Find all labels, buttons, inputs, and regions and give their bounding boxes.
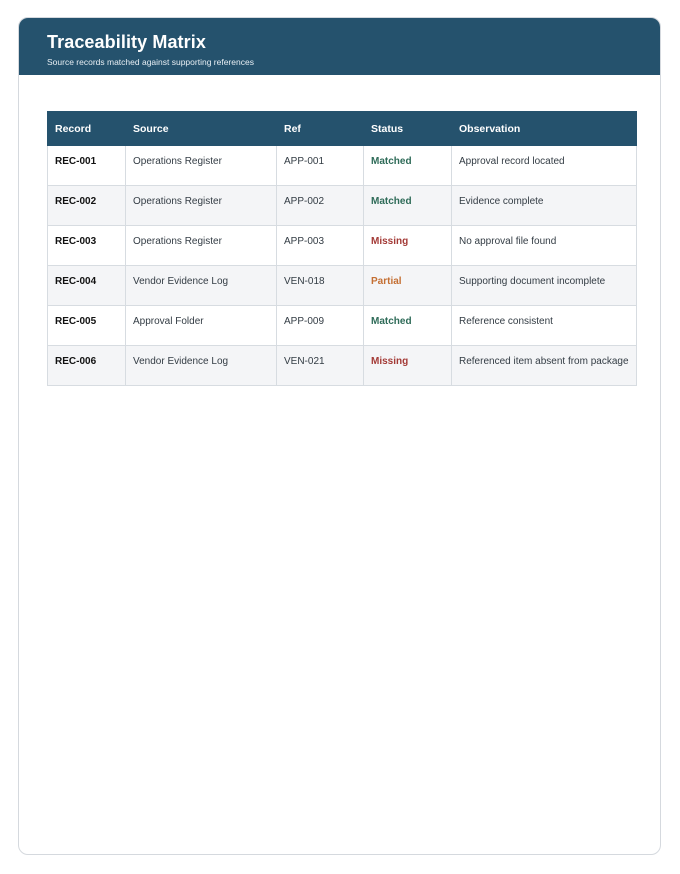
record-cell: REC-002 — [48, 186, 126, 226]
record-cell: REC-006 — [48, 346, 126, 386]
source-cell: Approval Folder — [126, 306, 277, 346]
status-badge: Matched — [371, 316, 412, 327]
column-header-source: Source — [126, 112, 277, 146]
observation-cell: Reference consistent — [452, 306, 637, 346]
table-row — [48, 226, 637, 266]
status-cell — [364, 306, 452, 346]
table-row — [48, 146, 637, 186]
traceability-table — [47, 111, 637, 386]
source-cell: Vendor Evidence Log — [126, 346, 277, 386]
source-cell: Operations Register — [126, 186, 277, 226]
table-row — [48, 346, 637, 386]
document-card — [18, 17, 661, 855]
status-badge: Missing — [371, 236, 409, 247]
column-header-status: Status — [364, 112, 452, 146]
table-row — [48, 306, 637, 346]
record-cell: REC-005 — [48, 306, 126, 346]
ref-cell: VEN-021 — [277, 346, 364, 386]
record-cell: REC-004 — [48, 266, 126, 306]
source-cell: Vendor Evidence Log — [126, 266, 277, 306]
column-header-record: Record — [48, 112, 126, 146]
ref-cell: APP-003 — [277, 226, 364, 266]
page-title: Traceability Matrix — [47, 32, 206, 52]
observation-cell: Referenced item absent from package — [452, 346, 637, 386]
status-cell — [364, 146, 452, 186]
status-badge: Missing — [371, 356, 409, 367]
column-header-observation: Observation — [452, 112, 637, 146]
status-cell — [364, 226, 452, 266]
observation-cell: No approval file found — [452, 226, 637, 266]
table-header-row — [48, 112, 637, 146]
observation-cell: Evidence complete — [452, 186, 637, 226]
ref-cell: APP-002 — [277, 186, 364, 226]
ref-cell: APP-009 — [277, 306, 364, 346]
source-cell: Operations Register — [126, 146, 277, 186]
page-subtitle: Source records matched against supporting references — [47, 57, 254, 67]
source-cell: Operations Register — [126, 226, 277, 266]
page-header — [19, 18, 660, 75]
record-cell: REC-001 — [48, 146, 126, 186]
ref-cell: APP-001 — [277, 146, 364, 186]
record-cell: REC-003 — [48, 226, 126, 266]
column-header-ref: Ref — [277, 112, 364, 146]
status-cell — [364, 186, 452, 226]
status-cell — [364, 266, 452, 306]
table-row — [48, 186, 637, 226]
ref-cell: VEN-018 — [277, 266, 364, 306]
observation-cell: Supporting document incomplete — [452, 266, 637, 306]
status-cell — [364, 346, 452, 386]
table-row — [48, 266, 637, 306]
status-badge: Matched — [371, 196, 412, 207]
observation-cell: Approval record located — [452, 146, 637, 186]
status-badge: Matched — [371, 156, 412, 167]
status-badge: Partial — [371, 276, 402, 287]
